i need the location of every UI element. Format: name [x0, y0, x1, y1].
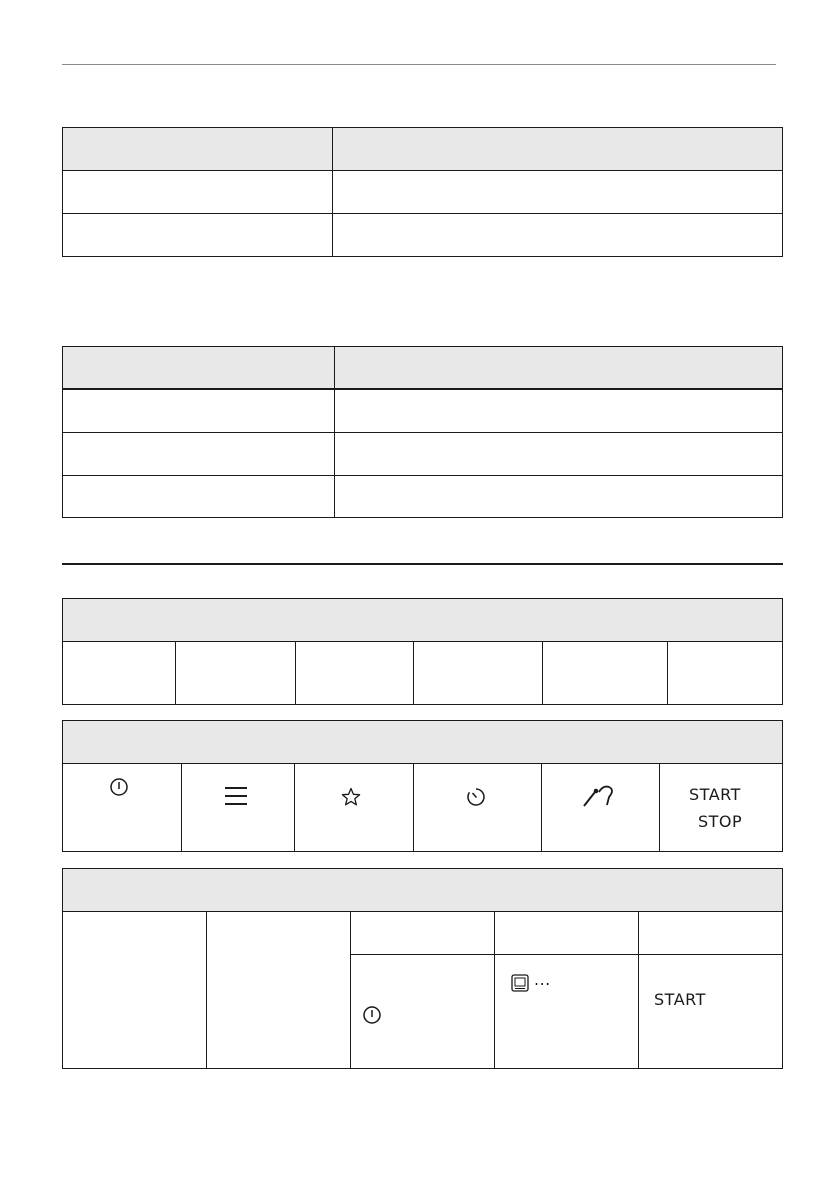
control-cell-start-stop: [659, 763, 783, 852]
step-cell-start: [638, 954, 783, 1069]
ellipsis-text: ...: [534, 970, 551, 989]
table-row: [334, 432, 783, 476]
start-label: START: [689, 785, 741, 804]
table-cell: [175, 641, 296, 705]
star-icon: [341, 787, 361, 807]
power-icon: [362, 1005, 382, 1025]
table-cell: [295, 641, 414, 705]
table-cell: [62, 911, 207, 1069]
table-row: [334, 475, 783, 518]
meat-probe-icon: [581, 783, 621, 809]
control-cell-menu: [181, 763, 295, 852]
table-row: [62, 170, 333, 214]
table-row: [332, 213, 783, 257]
table-1-header-col-2: [332, 127, 783, 171]
timer-icon: [465, 786, 487, 808]
oven-icon: [511, 974, 529, 992]
table-row: [62, 388, 335, 433]
table-cell: [413, 641, 543, 705]
controls-table-header: [62, 720, 783, 764]
table-2-header-col-1: [62, 346, 335, 390]
start-label: START: [654, 990, 706, 1009]
power-icon: [109, 777, 129, 797]
example-table-header: [62, 868, 783, 912]
table-row: [62, 213, 333, 257]
table-row: [332, 170, 783, 214]
table-1-header-col-1: [62, 127, 333, 171]
table-row: [62, 475, 335, 518]
menu-icon: [224, 786, 248, 806]
table-2-header-col-2: [334, 346, 783, 390]
step-cell-function: [494, 954, 639, 1069]
table-cell: [638, 911, 783, 955]
table-cell: [542, 641, 668, 705]
table-cell: [667, 641, 783, 705]
table-3-header: [62, 598, 783, 642]
table-cell: [494, 911, 639, 955]
table-row: [334, 388, 783, 433]
table-cell: [62, 641, 176, 705]
table-cell: [206, 911, 351, 1069]
control-cell-favourite: [294, 763, 414, 852]
table-cell: [350, 911, 495, 955]
section-divider: [62, 563, 783, 565]
top-rule: [62, 64, 776, 65]
table-row: [62, 432, 335, 476]
stop-label: STOP: [698, 812, 743, 831]
